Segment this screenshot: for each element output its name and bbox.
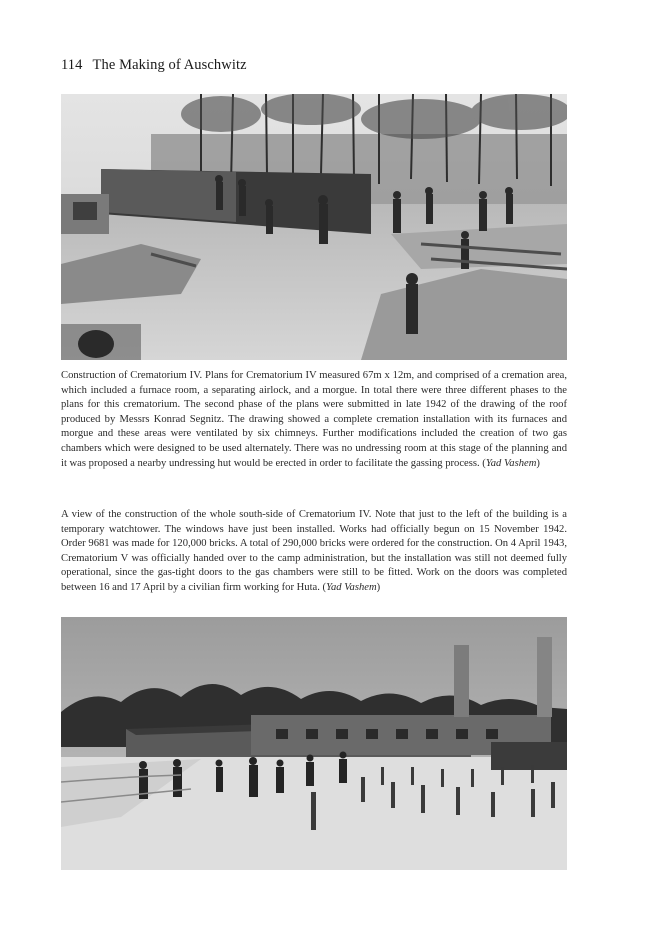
running-head <box>61 57 247 74</box>
book-title: The Making of Auschwitz <box>92 57 247 73</box>
photo-crematorium-iv-south-side <box>61 617 567 870</box>
photo-crematorium-iv-construction <box>61 94 567 360</box>
caption-2-text: A view of the construction of the whole south-side of Crematorium IV. Note that just to the left of the building is a temporary watchtower. The windows have just been installed. Works had officially begun on 15 November 1942. Order 9681 was made for 120,000 bricks. A total of 290,000 bricks were ordered for the construction. On 4 April 1943, Crematorium V was officially handed over to the camp administration, but the installation was still not deemed fully operational, since the gas-tight doors to the gas chambers were still to be fitted. Work on the doors was completed between 16 and 17 April by a civilian firm working for Huta. <box>61 509 567 593</box>
caption-1-text: Construction of Crematorium IV. Plans for Crematorium IV measured 67m x 12m, and comprised of a cremation area, which included a furnace room, a separating airlock, and a morgue. In total there were three different phases to the plans for this crematorium. The second phase of the plans were submitted in late 1942 of the drawing of the roof produced by Messrs Konrad Segnitz. The drawing showed a complete cremation installation with its furnaces and morgue and these areas were ventilated by six chimneys. Further modifications included the creation of two gas chambers which were designed to be used alternately. There was no undressing room at this stage of the planning and it was proposed a nearby undressing hut would be erected in order to facilitate the gassing process. <box>61 370 567 469</box>
photo-1-image <box>61 94 567 360</box>
caption-2-credit: Yad Vashem <box>326 581 377 593</box>
caption-1-credit: Yad Vashem <box>485 457 537 469</box>
caption-crematorium-iv-construction: Construction of Crematorium IV. Plans for Crematorium IV measured 67m x 12m, and comprised of a cremation area, which included a furnace room, a separating airlock, and a morgue. In total there were three different phases to the plans for this crematorium. The second phase of the plans were submitted in late 1942 of the drawing of the roof produced by Messrs Konrad Segnitz. The drawing showed a complete cremation installation with its furnaces and morgue and these areas were ventilated by six chimneys. Further modifications included the creation of two gas chambers which were designed to be used alternately. There was no undressing room at this stage of the planning and it was proposed a nearby undressing hut would be erected in order to facilitate the gassing process. (Yad Vashem) <box>61 370 567 469</box>
caption-crematorium-iv-south-side: A view of the construction of the whole south-side of Crematorium IV. Note that just to the left of the building is a temporary watchtower. The windows have just been installed. Works had officially begun on 15 November 1942. Order 9681 was made for 120,000 bricks. A total of 290,000 bricks were ordered for the construction. On 4 April 1943, Crematorium V was officially handed over to the camp administration, but the installation was still not deemed fully operational, since the gas-tight doors to the gas chambers were still to be fitted. Work on the doors was completed between 16 and 17 April by a civilian firm working for Huta. (Yad Vashem) <box>61 509 567 593</box>
page-number: 114 <box>61 57 83 73</box>
photo-2-image <box>61 617 567 870</box>
